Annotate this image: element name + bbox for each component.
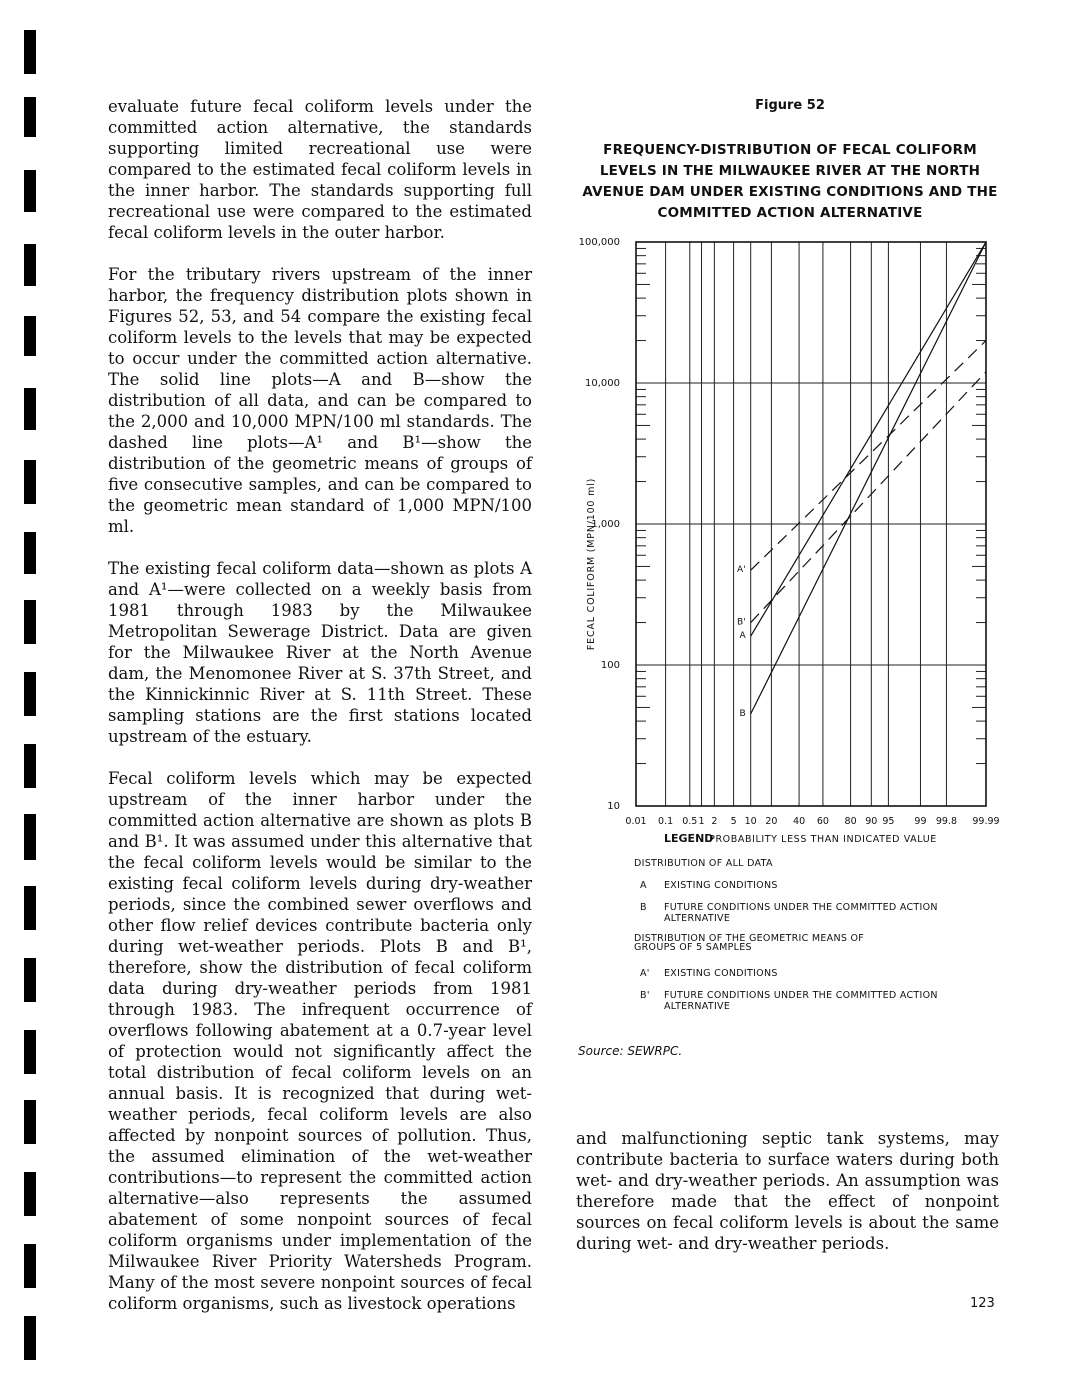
y-tick-label: 100,000 (578, 237, 620, 248)
legend-key: B (640, 902, 647, 913)
chart-svg (570, 228, 1010, 848)
binding-mark (24, 388, 36, 430)
paragraph: and malfunctioning septic tank systems, may contribute bacteria to surface waters during both wet- and dry-weather periods. An assumption was therefore made that the effect of nonpoint sources on fecal coliform levels is about the same during wet- and dry-weather periods. (576, 1129, 999, 1253)
series-line-aprime (751, 341, 986, 571)
binding-mark (24, 460, 36, 504)
binding-mark (24, 744, 36, 788)
x-tick-label: 95 (882, 816, 895, 827)
x-tick-label: 90 (865, 816, 878, 827)
binding-mark (24, 1030, 36, 1074)
right-text-column (576, 1128, 999, 1275)
paragraph: For the tributary rivers upstream of the inner harbor, the frequency distribution plots shown in Figures 52, 53, and 54 compare the existing fecal coliform levels to the levels that may be expected to occur under the committed action alternative. The solid line plots—A and B—show the distribution of all data, and can be compared to the 2,000 and 10,000 MPN/100 ml standards. The dashed line plots—A¹ and B¹—show the distribution of the geometric means of groups of five consecutive samples, and can be compared to the geometric mean standard of 1,000 MPN/100 ml. (108, 265, 532, 536)
y-axis-label: FECAL COLIFORM (MPN/100 ml) (586, 477, 597, 651)
binding-mark (24, 30, 36, 74)
binding-mark (24, 244, 36, 286)
paragraph: evaluate future fecal coliform levels under the committed action alternative, the standards supporting limited recreational use were compared to the estimated fecal coliform levels in the inner harbor. The standards supporting full recreational use were compared to the estimated fecal coliform levels in the outer harbor. (108, 97, 532, 242)
x-tick-label: 80 (844, 816, 857, 827)
x-tick-label: 0.5 (682, 816, 698, 827)
figure-label: Figure 52 (755, 98, 825, 113)
x-axis-label: PROBABILITY LESS THAN INDICATED VALUE (709, 834, 937, 845)
figure-title: FREQUENCY-DISTRIBUTION OF FECAL COLIFORM LEVELS IN THE MILWAUKEE RIVER AT THE NORTH AVENUE DAM UNDER EXISTING CONDITIONS AND THE COMMITTED ACTION ALTERNATIVE (582, 142, 998, 221)
legend-group-heading: DISTRIBUTION OF ALL DATA (634, 858, 773, 869)
legend-key: A' (640, 968, 650, 979)
y-tick-label: 10,000 (585, 378, 620, 389)
x-tick-label: 0.01 (625, 816, 647, 827)
binding-mark (24, 170, 36, 212)
legend-key: A (640, 880, 647, 891)
series-label: B (739, 708, 746, 719)
binding-mark (24, 814, 36, 860)
binding-mark (24, 1244, 36, 1288)
page-number: 123 (970, 1296, 995, 1311)
x-tick-label: 2 (711, 816, 718, 827)
legend-group-heading: DISTRIBUTION OF THE GEOMETRIC MEANS OF GROUPS OF 5 SAMPLES (634, 933, 865, 953)
paragraph: Fecal coliform levels which may be expected upstream of the inner harbor under the committed action alternative are shown as plots B and B¹. It was assumed under this alternative that the fecal coliform levels would be similar to the existing fecal coliform levels during dry-weather periods, since the combined sewer overflows and other flow relief devices contribute bacteria only during wet-weather periods. Plots B and B¹, therefore, show the distribution of fecal coliform data during dry-weather periods from 1981 through 1983. The infrequent occurrence of overflows following abatement at a 0.7-year level of protection would not significantly affect the total distribution of fecal coliform levels on an annual basis. It is recognized that during wet-weather periods, fecal coliform levels are also affected by nonpoint sources of pollution. Thus, the assumed elimination of the wet-weather contributions—to represent the committed action alternative—also represents the assumed abatement of some nonpoint sources of fecal coliform organisms under implementation of the Milwaukee River Priority Watersheds Program. Many of the most severe nonpoint sources of fecal coliform organisms, such as livestock operations (108, 769, 532, 1313)
binding-mark (24, 97, 36, 137)
x-tick-label: 5 (730, 816, 737, 827)
legend-text: FUTURE CONDITIONS UNDER THE COMMITTED ACTION ALTERNATIVE (664, 990, 938, 1012)
figure-source: Source: SEWRPC. (578, 1044, 683, 1058)
binding-mark (24, 1100, 36, 1144)
series-label: A' (737, 565, 746, 576)
binding-mark (24, 672, 36, 716)
y-tick-label: 100 (600, 660, 620, 671)
x-tick-label: 99 (914, 816, 927, 827)
series-line-a (751, 242, 986, 636)
series-line-bprime (751, 372, 986, 623)
y-tick-label: 1,000 (591, 519, 620, 530)
left-text-column (108, 96, 532, 1335)
binding-mark (24, 316, 36, 356)
paragraph: The existing fecal coliform data—shown as plots A and A¹—were collected on a weekly basis from 1981 through 1983 by the Milwaukee Metropolitan Sewerage District. Data are given for the Milwaukee River at the North Avenue dam, the Menomonee River at S. 37th Street, and the Kinnickinnic River at S. 11th Street. These sampling stations are the first stations located upstream of the estuary. (108, 559, 532, 746)
x-tick-label: 20 (765, 816, 778, 827)
series-line-b (751, 242, 986, 714)
x-tick-label: 0.1 (658, 816, 674, 827)
binding-mark (24, 886, 36, 930)
probability-chart (570, 228, 1010, 848)
legend-key: B' (640, 990, 650, 1001)
legend-text: FUTURE CONDITIONS UNDER THE COMMITTED ACTION ALTERNATIVE (664, 902, 938, 924)
binding-mark (24, 1172, 36, 1216)
x-tick-label: 1 (698, 816, 705, 827)
series-label: B' (737, 617, 746, 628)
x-tick-label: 40 (793, 816, 806, 827)
binding-mark (24, 532, 36, 574)
y-tick-label: 10 (607, 801, 620, 812)
x-tick-label: 99.99 (972, 816, 1000, 827)
legend-text: EXISTING CONDITIONS (664, 880, 778, 891)
binding-mark (24, 958, 36, 1002)
x-tick-label: 99.8 (935, 816, 958, 827)
binding-mark (24, 600, 36, 644)
x-tick-label: 60 (816, 816, 829, 827)
legend-title: LEGEND (664, 832, 714, 845)
legend-text: EXISTING CONDITIONS (664, 968, 778, 979)
binding-mark (24, 1316, 36, 1360)
series-label: A (739, 631, 746, 642)
x-tick-label: 10 (744, 816, 757, 827)
